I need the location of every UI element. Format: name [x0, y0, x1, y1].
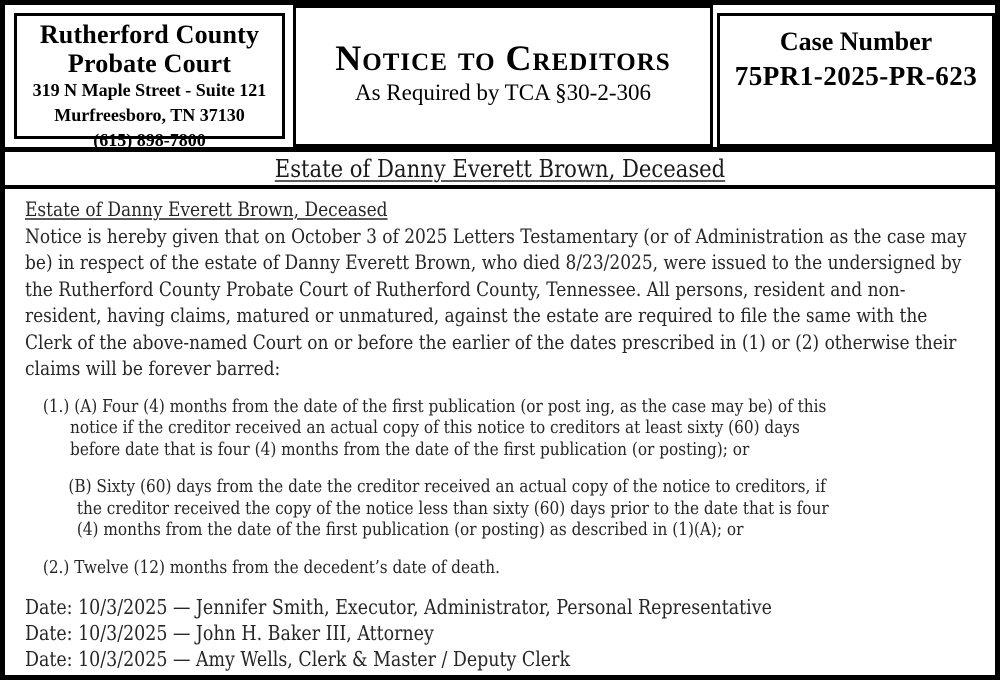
case-number-value: 75PR1-2025-PR-623 [734, 61, 978, 92]
list-item-1b: (B) Sixty (60) days from the date the creditor received an actual copy of the notice to creditors, if the creditor received the copy of the notice less than sixty (60) days prior to the date that is four (4) months from the date of the first publication (or posting) as described in (1)(A); or [68, 476, 829, 540]
notice-subtitle: As Required by TCA §30-2-306 [354, 79, 651, 105]
court-address-street: 319 N Maple Street - Suite 121 [32, 80, 267, 101]
date-line-attorney: Date: 10/3/2025 — John H. Baker III, Attorney [25, 620, 434, 645]
date-line-executor: Date: 10/3/2025 — Jennifer Smith, Executor, Administrator, Personal Representative [25, 595, 772, 619]
document-body [5, 189, 995, 672]
court-name-line1: Rutherford County [39, 20, 260, 49]
header-row [5, 5, 995, 152]
court-address [33, 78, 267, 152]
estate-banner-row [5, 152, 995, 189]
court-name-line2: Probate Court [67, 49, 232, 79]
court-address-city: Murfreesboro, TN 37130 [54, 105, 245, 126]
court-name [40, 20, 259, 78]
opening-paragraph: Notice is hereby given that on October 3 of 2025 Letters Testamentary (or of Administration as the case may be) in respect of the estate of Danny Everett Brown, who died 8/23/2025, were issued to the undersigned by the Rutherford County Probate Court of Rutherford County, Tennessee. All persons, resident and non-resident, having claims, matured or unmatured, against the estate are required to file the same with the Clerk of the above-named Court on or before the earlier of the dates prescribed in (1) or (2) otherwise their claims will be forever barred: [25, 223, 967, 380]
list-item-1a: (1.) (A) Four (4) months from the date of the first publication (or post ing, as the case may be) of this notice if the creditor received an actual copy of this notice to creditors at least sixty (60) days before date that is four (4) months from the date of the first publication (or posting); or [42, 395, 827, 460]
case-number-box [717, 13, 995, 147]
estate-banner-title: Estate of Danny Everett Brown, Deceased [274, 155, 726, 183]
deadline-list [25, 396, 982, 579]
list-item-2: (2.) Twelve (12) months from the decedent’s date of death. [42, 556, 501, 578]
signature-date-block [25, 595, 982, 672]
court-info-box [14, 13, 285, 150]
estate-heading: Estate of Danny Everett Brown, Deceased [25, 197, 388, 221]
case-number-label: Case Number [779, 27, 933, 56]
notice-title: Notice to Creditors [335, 38, 671, 79]
estate-heading-wrap [25, 196, 982, 223]
court-phone: (615) 898-7800 [93, 129, 206, 150]
notice-title-box [293, 5, 713, 147]
date-line-clerk: Date: 10/3/2025 — Amy Wells, Clerk & Master / Deputy Clerk [25, 646, 571, 671]
